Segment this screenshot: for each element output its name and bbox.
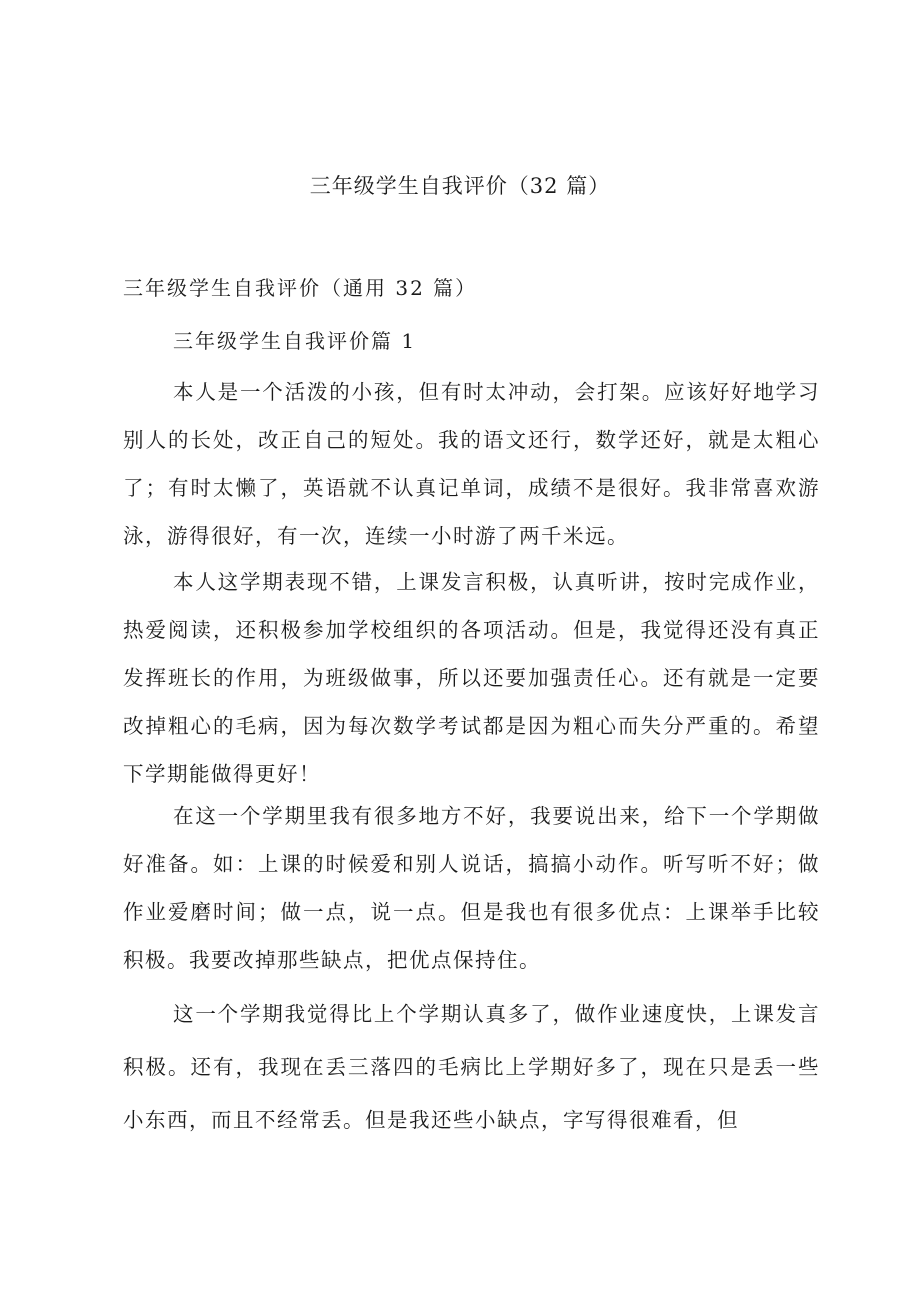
document-title: 三年级学生自我评价（32 篇） [309, 174, 611, 198]
paragraph: 本人这学期表现不错，上课发言积极，认真听讲，按时完成作业，热爱阅读，还积极参加学校组织的各项活动。但是，我觉得还没有真正发挥班长的作用，为班级做事，所以还要加强责任心。还有就是一定要改掉粗心的毛病，因为每次数学考试都是因为粗心而失分严重的。希望下学期能做得更好！ [123, 570, 820, 786]
paragraph: 本人是一个活泼的小孩，但有时太冲动，会打架。应该好好地学习别人的长处，改正自己的短处。我的语文还行，数学还好，就是太粗心了；有时太懒了，英语就不认真记单词，成绩不是很好。我非常喜欢游泳，游得很好，有一次，连续一小时游了两千米远。 [123, 380, 820, 548]
paragraph: 这一个学期我觉得比上个学期认真多了，做作业速度快，上课发言积极。还有，我现在丢三落四的毛病比上学期好多了，现在只是丢一些小东西，而且不经常丢。但是我还些小缺点，字写得很难看，但 [123, 1002, 820, 1132]
paragraph: 在这一个学期里我有很多地方不好，我要说出来，给下一个学期做好准备。如：上课的时候爱和别人说话，搞搞小动作。听写听不好；做作业爱磨时间；做一点，说一点。但是我也有很多优点：上课举手比较积极。我要改掉那些缺点，把优点保持住。 [123, 804, 820, 972]
section-heading: 三年级学生自我评价篇 1 [173, 329, 417, 353]
document-subtitle: 三年级学生自我评价（通用 32 篇） [123, 276, 478, 300]
